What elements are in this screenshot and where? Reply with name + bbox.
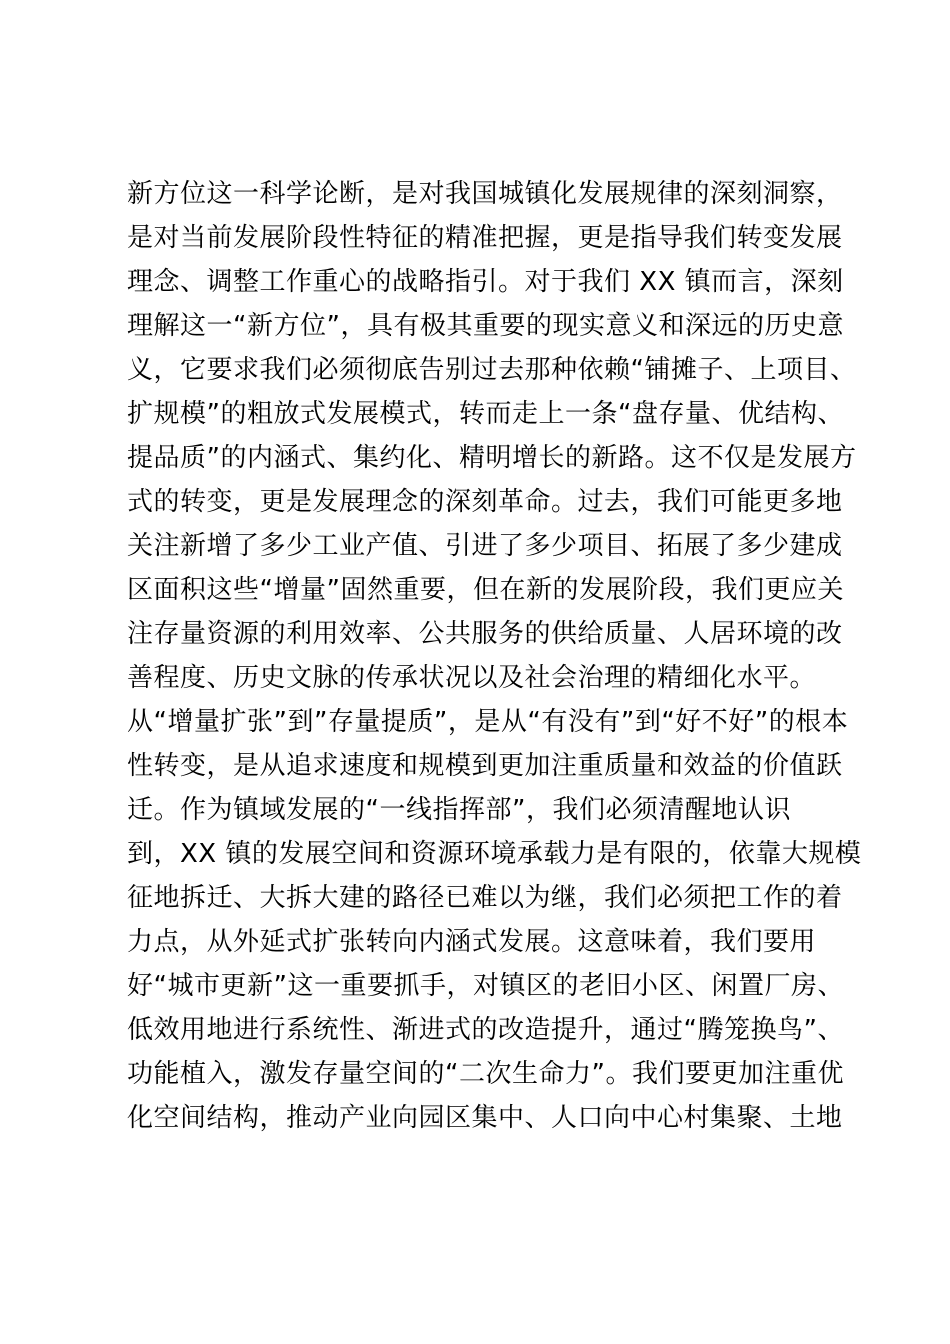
- text-line: 力点，从外延式扩张转向内涵式发展。这意味着，我们要用: [127, 927, 817, 957]
- text-line: 从“增量扩张”到”存量提质”，是从“有没有”到“好不好”的根本: [127, 707, 849, 737]
- text-line: 关注新增了多少工业产值、引进了多少项目、拓展了多少建成: [127, 531, 843, 561]
- text-line: 化空间结构，推动产业向园区集中、人口向中心村集聚、土地: [127, 1103, 843, 1133]
- text-line: 扩规模”的粗放式发展模式，转而走上一条“盘存量、优结构、: [127, 399, 844, 429]
- text-line: 理解这一“新方位”，具有极其重要的现实意义和深远的历史意: [127, 311, 844, 341]
- text-line: 迁。作为镇域发展的“一线指挥部”，我们必须清醒地认识: [127, 795, 791, 825]
- body-text: [127, 172, 862, 1140]
- text-line: 性转变，是从追求速度和规模到更加注重质量和效益的价值跃: [127, 751, 843, 781]
- text-line: 理念、调整工作重心的战略指引。对于我们 XX 镇而言，深刻: [127, 267, 844, 297]
- text-line: 到，XX 镇的发展空间和资源环境承载力是有限的，依靠大规模: [127, 839, 862, 869]
- text-line: 好“城市更新”这一重要抓手，对镇区的老旧小区、闲置厂房、: [127, 971, 844, 1001]
- text-line: 征地拆迁、大拆大建的路径已难以为继，我们必须把工作的着: [127, 883, 843, 913]
- text-line: 区面积这些“增量”固然重要，但在新的发展阶段，我们更应关: [127, 575, 844, 605]
- text-line: 功能植入，激发存量空间的“二次生命力”。我们要更加注重优: [127, 1059, 844, 1089]
- text-line: 注存量资源的利用效率、公共服务的供给质量、人居环境的改: [127, 619, 843, 649]
- text-line: 新方位这一科学论断，是对我国城镇化发展规律的深刻洞察，: [127, 179, 843, 209]
- text-line: 式的转变，更是发展理念的深刻革命。过去，我们可能更多地: [127, 487, 843, 517]
- text-line: 低效用地进行系统性、渐进式的改造提升，通过“腾笼换鸟”、: [127, 1015, 844, 1045]
- text-line: 提品质”的内涵式、集约化、精明增长的新路。这不仅是发展方: [127, 443, 857, 473]
- text-line: 善程度、历史文脉的传承状况以及社会治理的精细化水平。: [127, 663, 817, 693]
- text-line: 是对当前发展阶段性特征的精准把握，更是指导我们转变发展: [127, 223, 843, 253]
- text-line: 义，它要求我们必须彻底告别过去那种依赖“铺摊子、上项目、: [127, 355, 857, 385]
